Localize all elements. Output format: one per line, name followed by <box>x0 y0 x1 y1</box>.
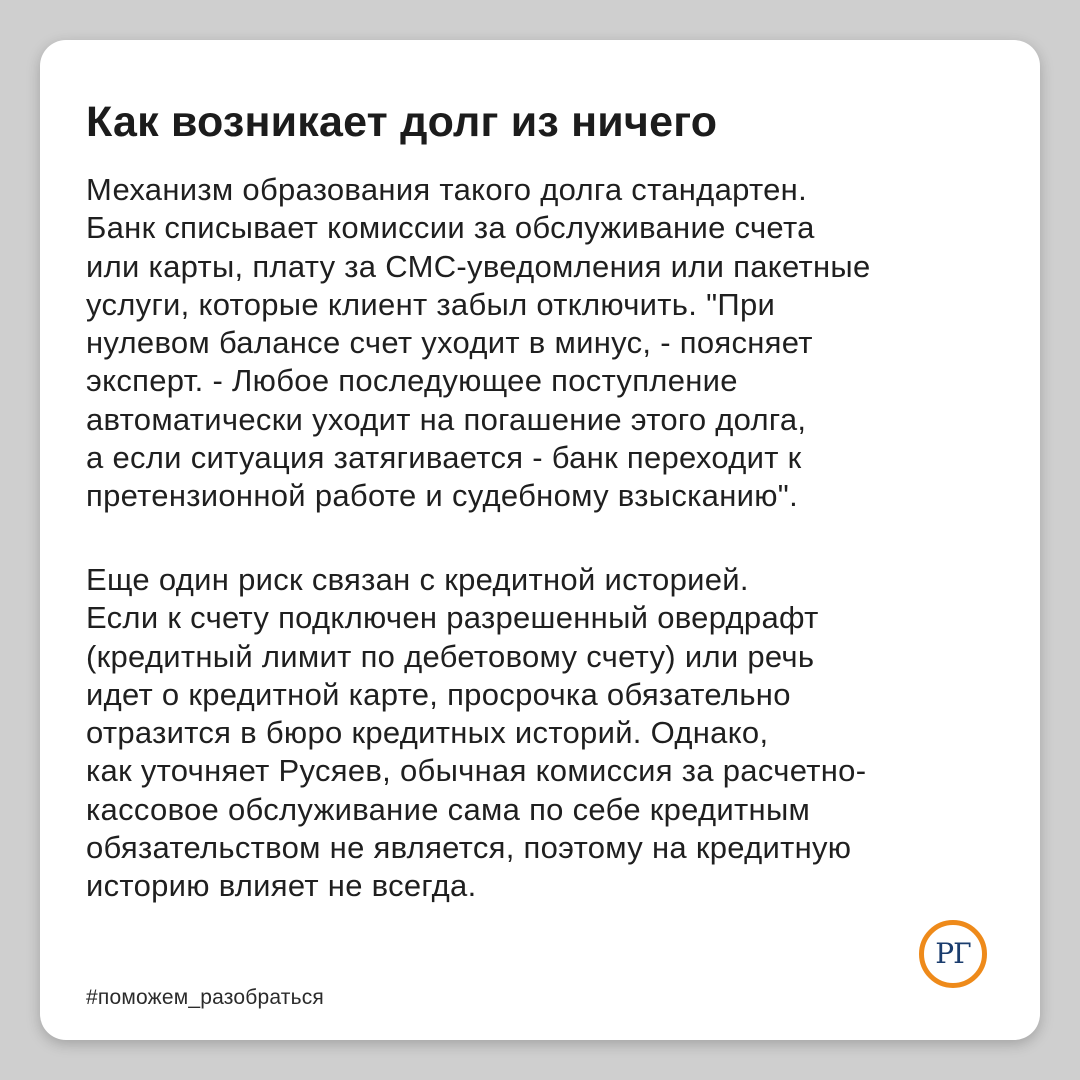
text-line: как уточняет Русяев, обычная комиссия за расчетно- <box>86 753 867 789</box>
text-line: историю влияет не всегда. <box>86 868 477 904</box>
text-line: Банк списывает комиссии за обслуживание счета <box>86 210 815 246</box>
text-line: отразится в бюро кредитных историй. Однако, <box>86 715 769 751</box>
text-line: Механизм образования такого долга стандартен. <box>86 172 807 207</box>
text-line: эксперт. - Любое последующее поступление <box>86 363 738 399</box>
text-line: претензионной работе и судебному взысканию". <box>86 478 799 514</box>
rg-logo-text: РГ <box>935 937 971 970</box>
text-line: или карты, плату за СМС-уведомления или пакетные <box>86 248 871 284</box>
paragraph-1 <box>86 171 1016 516</box>
text-line: Если к счету подключен разрешенный овердрафт <box>86 600 819 636</box>
page-title: Как возникает долг из ничего <box>86 98 718 146</box>
text-line: нулевом балансе счет уходит в минус, - поясняет <box>86 325 813 361</box>
text-line: автоматически уходит на погашение этого долга, <box>86 401 807 437</box>
text-line: услуги, которые клиент забыл отключить. "При <box>86 286 776 322</box>
text-line: (кредитный лимит по дебетовому счету) или речь <box>86 638 815 674</box>
content-card <box>40 40 1040 1040</box>
text-line: идет о кредитной карте, просрочка обязательно <box>86 676 791 712</box>
paragraph-2 <box>86 561 1016 906</box>
text-line: Еще один риск связан с кредитной историей. <box>86 562 749 597</box>
hashtag: #поможем_разобраться <box>86 986 325 1009</box>
text-line: а если ситуация затягивается - банк переходит к <box>86 440 802 476</box>
rg-logo <box>919 920 987 988</box>
text-line: обязательством не является, поэтому на кредитную <box>86 830 852 866</box>
text-line: кассовое обслуживание сама по себе кредитным <box>86 791 811 827</box>
